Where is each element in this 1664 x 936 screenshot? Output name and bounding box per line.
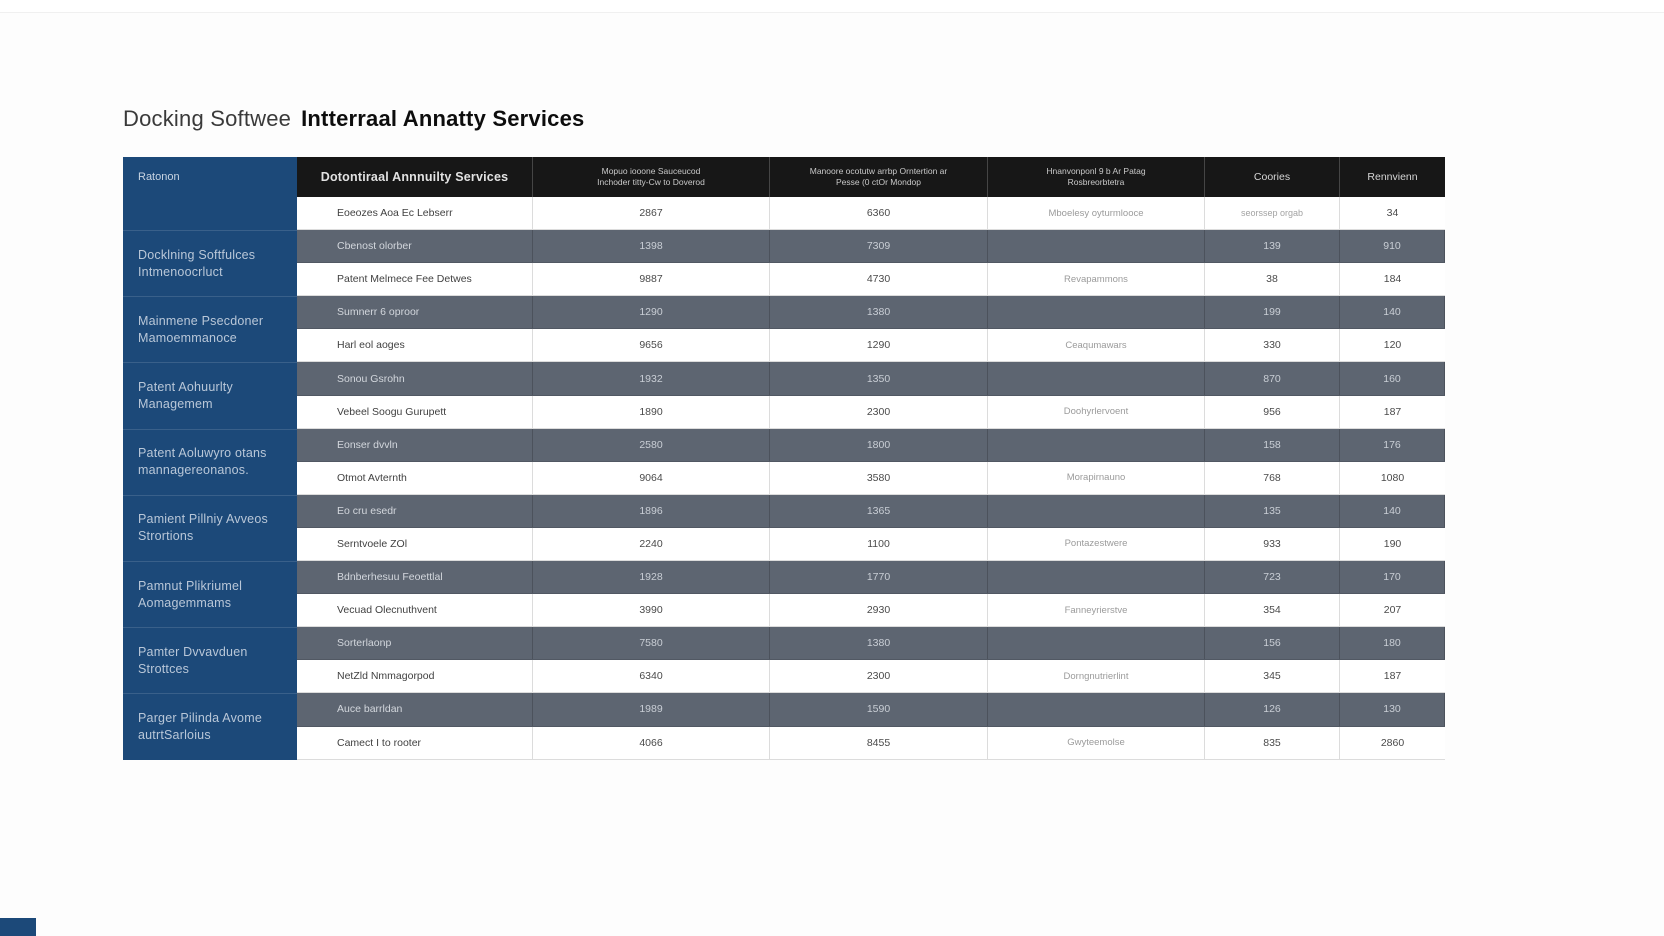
cell-num2: 1365 — [770, 495, 988, 527]
sidebar-item-label: Pamter Dvvavduen Strottces — [138, 644, 248, 676]
cell-service: Bdnberhesuu Feoettlal — [297, 561, 533, 593]
sidebar-item — [123, 693, 297, 760]
cell-rennvienn: 190 — [1383, 537, 1402, 550]
sidebar-item-label: Parger Pilinda Avome autrtSarloius — [138, 711, 262, 743]
table-row — [297, 329, 1445, 362]
cell-num1: 1896 — [533, 495, 770, 527]
cell-note — [988, 429, 1205, 461]
cell-num1: 6340 — [533, 660, 770, 692]
table-row — [297, 263, 1445, 296]
header-calories: Coories — [1205, 157, 1340, 197]
cell-note: Morapirnauno — [988, 462, 1205, 494]
cell-service: NetZld Nmmagorpod — [297, 660, 533, 692]
cell-note: Gwyteemolse — [988, 727, 1205, 759]
cell-num1: 1890 — [533, 396, 770, 428]
header-ortention-line1: Manoore ocotutw arrbp Orntertion ar — [809, 166, 948, 176]
table-row — [297, 693, 1445, 726]
cell-calories: 135 — [1205, 495, 1340, 527]
sidebar-item — [123, 495, 297, 561]
cell-num1: 9064 — [533, 462, 770, 494]
cell-calories: 199 — [1205, 296, 1340, 328]
cell-num1: 4066 — [533, 727, 770, 759]
table-row — [297, 660, 1445, 693]
cell-num2: 1770 — [770, 561, 988, 593]
cell-num2: 3580 — [770, 462, 988, 494]
sidebar-item — [123, 296, 297, 362]
table-row — [297, 429, 1445, 462]
cell-service: Camect I to rooter — [297, 727, 533, 759]
page-title — [123, 106, 584, 132]
cell-note: Mboelesy oyturmlooce — [988, 197, 1205, 229]
cell-note: Ceaqumawars — [988, 329, 1205, 361]
table-row — [297, 296, 1445, 329]
cell-num2: 2300 — [770, 396, 988, 428]
header-services: Dotontiraal Annnuilty Services — [297, 157, 533, 197]
cell-num1: 9887 — [533, 263, 770, 295]
cell-service: Auce barrldan — [297, 693, 533, 725]
cell-service: Serntvoele ZOl — [297, 528, 533, 560]
table-row — [297, 362, 1445, 395]
cell-service: Vecuad Olecnuthvent — [297, 594, 533, 626]
page-title-prefix: Docking Softwee — [123, 106, 292, 131]
cell-calories: 330 — [1205, 329, 1340, 361]
cell-service: Otmot Avternth — [297, 462, 533, 494]
cell-calories: 38 — [1205, 263, 1340, 295]
cell-note: Doohyrlervoent — [988, 396, 1205, 428]
cell-rennvienn: 184 — [1383, 273, 1402, 286]
table-row — [297, 561, 1445, 594]
cell-service: Harl eol aoges — [297, 329, 533, 361]
sidebar-item-label: Mainmene Psecdoner Mamoemmanoce — [138, 313, 264, 345]
table-row — [297, 462, 1445, 495]
cell-note — [988, 296, 1205, 328]
cell-rennvienn: 176 — [1340, 429, 1445, 461]
cell-num1: 9656 — [533, 329, 770, 361]
sidebar-item-label: Docklning Softfulces Intmenoocrluct — [138, 247, 256, 279]
cell-rennvienn: 140 — [1340, 296, 1445, 328]
cell-rennvienn: 170 — [1340, 561, 1445, 593]
cell-note — [988, 561, 1205, 593]
cell-num2: 1350 — [770, 362, 988, 394]
cell-calories: 723 — [1205, 561, 1340, 593]
cell-note — [988, 230, 1205, 262]
cell-num1: 1989 — [533, 693, 770, 725]
top-strip — [0, 0, 1664, 13]
sidebar-item-label: Patent Aohuurlty Managemem — [138, 380, 233, 412]
cell-num2: 4730 — [770, 263, 988, 295]
table-row — [297, 594, 1445, 627]
header-patag-line2: Rosbreorbtetra — [1067, 177, 1125, 187]
cell-num2: 2930 — [770, 594, 988, 626]
cell-service: Patent Melmece Fee Detwes — [297, 263, 533, 295]
cell-num2: 6360 — [770, 197, 988, 229]
cell-service: Eo cru esedr — [297, 495, 533, 527]
table-row — [297, 230, 1445, 263]
cell-note: Fanneyrierstve — [988, 594, 1205, 626]
cell-rennvienn: 140 — [1340, 495, 1445, 527]
table-row — [297, 495, 1445, 528]
cell-num2: 1380 — [770, 627, 988, 659]
cell-num2: 1590 — [770, 693, 988, 725]
sidebar-item — [123, 362, 297, 428]
cell-rennvienn: 910 — [1340, 230, 1445, 262]
sidebar-items — [123, 230, 297, 760]
sidebar-spacer — [123, 197, 297, 230]
cell-num1: 7580 — [533, 627, 770, 659]
cell-calories: 158 — [1205, 429, 1340, 461]
sidebar-item — [123, 627, 297, 693]
cell-num1: 2580 — [533, 429, 770, 461]
cell-calories: 126 — [1205, 693, 1340, 725]
header-managed-account — [533, 157, 770, 197]
cell-calories: 835 — [1205, 727, 1340, 759]
cell-rennvienn: 2860 — [1380, 736, 1405, 749]
cell-num2: 8455 — [770, 727, 988, 759]
cell-num1: 1932 — [533, 362, 770, 394]
cell-rennvienn: 1080 — [1380, 471, 1405, 484]
cell-rennvienn: 130 — [1340, 693, 1445, 725]
sidebar-item-label: Patent Aoluwyro otans mannagereonanos. — [138, 446, 267, 478]
sidebar-item-label: Pamient Pillniy Avveos Strortions — [138, 512, 268, 544]
table-row — [297, 396, 1445, 429]
header-patag — [988, 157, 1205, 197]
table-row — [297, 197, 1445, 230]
header-patag-line1: Hnanvonponl 9 b Ar Patag — [1046, 166, 1146, 176]
table-sidebar — [123, 157, 297, 760]
cell-calories: 956 — [1205, 396, 1340, 428]
cell-num1: 2240 — [533, 528, 770, 560]
cell-service: Sumnerr 6 oproor — [297, 296, 533, 328]
cell-service: Sonou Gsrohn — [297, 362, 533, 394]
cell-service: Eoeozes Aoa Ec Lebserr — [297, 197, 533, 229]
bottom-left-accent — [0, 918, 36, 936]
cell-rennvienn: 120 — [1383, 339, 1402, 352]
table-body — [297, 197, 1445, 760]
cell-rennvienn: 160 — [1340, 362, 1445, 394]
sidebar-item-label: Pamnut Plikriumel Aomagemmams — [138, 578, 243, 610]
cell-note: Revapammons — [988, 263, 1205, 295]
cell-rennvienn: 187 — [1383, 670, 1402, 683]
cell-calories: 933 — [1205, 528, 1340, 560]
sidebar-item — [123, 561, 297, 627]
cell-service: Sorterlaonp — [297, 627, 533, 659]
cell-rennvienn: 207 — [1383, 604, 1402, 617]
cell-num2: 1800 — [770, 429, 988, 461]
cell-note — [988, 627, 1205, 659]
cell-calories: 345 — [1205, 660, 1340, 692]
cell-num2: 1100 — [770, 528, 988, 560]
cell-calories: seorssep orgab — [1205, 197, 1340, 229]
cell-rennvienn: 187 — [1383, 405, 1402, 418]
table-row — [297, 627, 1445, 660]
cell-note: Pontazestwere — [988, 528, 1205, 560]
cell-note: Dorngnutrierlint — [988, 660, 1205, 692]
sidebar-item — [123, 429, 297, 495]
cell-service: Vebeel Soogu Gurupett — [297, 396, 533, 428]
cell-num1: 3990 — [533, 594, 770, 626]
header-managed-account-line1: Mopuo iooone Sauceucod — [601, 166, 701, 176]
cell-note — [988, 693, 1205, 725]
cell-num2: 2300 — [770, 660, 988, 692]
table-row — [297, 727, 1445, 760]
cell-num2: 1290 — [770, 329, 988, 361]
cell-num1: 1398 — [533, 230, 770, 262]
table-row — [297, 528, 1445, 561]
sidebar-item — [123, 230, 297, 296]
table-main — [297, 157, 1445, 760]
cell-service: Cbenost olorber — [297, 230, 533, 262]
cell-num1: 2867 — [533, 197, 770, 229]
cell-rennvienn: 34 — [1386, 207, 1399, 220]
annuity-services-table — [123, 157, 1445, 760]
cell-calories: 768 — [1205, 462, 1340, 494]
header-ortention — [770, 157, 988, 197]
header-managed-account-line2: Inchoder titty-Cw to Doverod — [597, 177, 705, 187]
cell-num1: 1928 — [533, 561, 770, 593]
cell-calories: 354 — [1205, 594, 1340, 626]
cell-num1: 1290 — [533, 296, 770, 328]
cell-calories: 156 — [1205, 627, 1340, 659]
cell-rennvienn: 180 — [1340, 627, 1445, 659]
header-ortention-line2: Pesse (0 ctOr Mondop — [835, 177, 922, 187]
cell-calories: 870 — [1205, 362, 1340, 394]
cell-calories: 139 — [1205, 230, 1340, 262]
cell-service: Eonser dvvln — [297, 429, 533, 461]
cell-num2: 7309 — [770, 230, 988, 262]
corner-header-cell: Ratonon — [138, 171, 180, 183]
table-header-row — [297, 157, 1445, 197]
header-rennvienn: Rennvienn — [1367, 171, 1418, 183]
cell-num2: 1380 — [770, 296, 988, 328]
page-title-main: Intterraal Annatty Services — [301, 106, 585, 131]
cell-note — [988, 495, 1205, 527]
cell-note — [988, 362, 1205, 394]
